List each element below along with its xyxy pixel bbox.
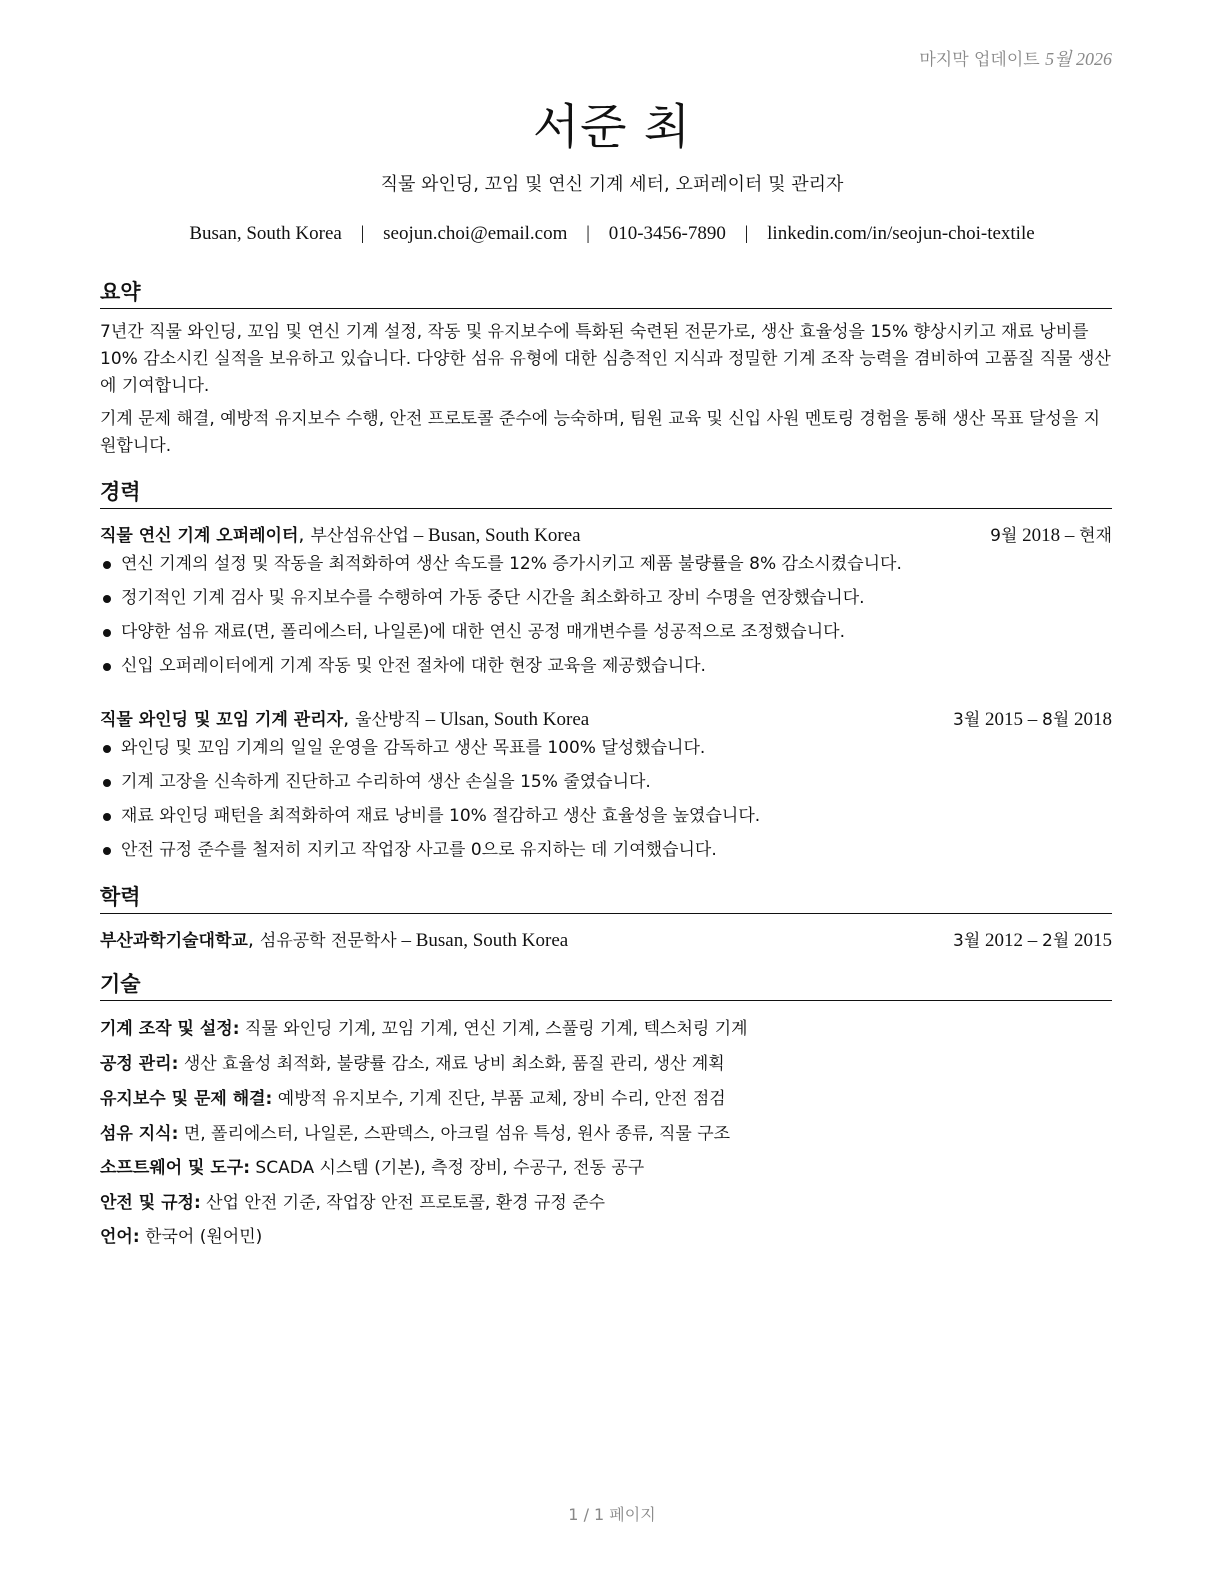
- job-header: 직물 연신 기계 오퍼레이터, 부산섬유산업 – Busan, South Korea 9월 2018 – 현재: [100, 521, 1112, 549]
- section-title-education: 학력: [100, 881, 1112, 914]
- page-number: 1 / 1 페이지: [568, 1505, 656, 1524]
- job-company: 부산섬유산업: [310, 526, 410, 546]
- skill-row: [100, 1014, 1112, 1039]
- contact-separator: |: [360, 223, 365, 244]
- summary-paragraph-1: 7년간 직물 와인딩, 꼬임 및 연신 기계 설정, 작동 및 유지보수에 특화된 숙련된 전문가로, 생산 효율성을 15% 향상시키고 재료 낭비를 10% 감소시킨 실적을 보유하고 있습니다. 다양한 섬유 유형에 대한 심층적인 지식과 정밀한 기계 조작 능력을 겸비하여 고품질 직물 생산에 기여합니다.: [100, 322, 1111, 396]
- skill-label: 공정 관리:: [100, 1054, 179, 1074]
- skill-label: 기계 조작 및 설정:: [100, 1019, 240, 1039]
- section-title-experience: 경력: [100, 476, 1112, 509]
- skill-label: 소프트웨어 및 도구:: [100, 1158, 251, 1178]
- skill-row: [100, 1049, 1112, 1074]
- education-dates: 3월 2012 – 2월 2015: [953, 930, 1112, 951]
- contact-location: Busan, South Korea: [189, 223, 342, 244]
- job-bullet: 다양한 섬유 재료(면, 폴리에스터, 나일론)에 대한 연신 공정 매개변수를 성공적으로 조정했습니다.: [100, 619, 1112, 653]
- last-updated-prefix: 마지막 업데이트: [919, 50, 1040, 70]
- contact-separator: |: [586, 223, 590, 244]
- job-bullet-list: [100, 551, 1112, 687]
- skill-label: 섬유 지식:: [100, 1124, 179, 1144]
- job-location: Ulsan, South Korea: [439, 709, 590, 730]
- summary-paragraph-2: 기계 문제 해결, 예방적 유지보수 수행, 안전 프로토콜 준수에 능숙하며, 팀원 교육 및 신입 사원 멘토링 경험을 통해 생산 목표 달성을 지원합니다.: [100, 409, 1101, 456]
- job-title: 직물 와인딩 및 꼬임 기계 관리자: [100, 710, 344, 730]
- skill-label: 안전 및 규정:: [100, 1193, 201, 1213]
- skill-value: SCADA 시스템 (기본), 측정 장비, 수공구, 전동 공구: [255, 1158, 645, 1178]
- skill-row: [100, 1084, 1112, 1109]
- job-company: 울산방직: [355, 710, 421, 730]
- skill-value: 직물 와인딩 기계, 꼬임 기계, 연신 기계, 스풀링 기계, 텍스처링 기계: [244, 1019, 748, 1039]
- skill-row: [100, 1153, 1112, 1178]
- job-bullet: 기계 고장을 신속하게 진단하고 수리하여 생산 손실을 15% 줄였습니다.: [100, 769, 1112, 803]
- last-updated: [919, 45, 1112, 71]
- contact-email[interactable]: seojun.choi@email.com: [383, 223, 568, 244]
- contact-phone[interactable]: 010-3456-7890: [608, 223, 726, 244]
- skill-label: 유지보수 및 문제 해결:: [100, 1089, 273, 1109]
- contact-linkedin[interactable]: linkedin.com/in/seojun-choi-textile: [767, 223, 1035, 244]
- skill-value: 생산 효율성 최적화, 불량률 감소, 재료 낭비 최소화, 품질 관리, 생산 계획: [183, 1054, 725, 1074]
- contact-separator: |: [744, 223, 749, 244]
- job-dates: 9월 2018 – 현재: [990, 525, 1112, 546]
- skill-row: [100, 1222, 1112, 1247]
- job-location: Busan, South Korea: [428, 525, 581, 546]
- skill-value: 면, 폴리에스터, 나일론, 스판덱스, 아크릴 섬유 특성, 원사 종류, 직물 구조: [183, 1124, 731, 1144]
- last-updated-month: 5월 2026: [1045, 49, 1112, 69]
- job-bullet: 연신 기계의 설정 및 작동을 최적화하여 생산 속도를 12% 증가시키고 제품 불량률을 8% 감소시켰습니다.: [100, 551, 1112, 585]
- job-bullet: 안전 규정 준수를 철저히 지키고 작업장 사고를 0으로 유지하는 데 기여했습니다.: [100, 837, 1112, 871]
- school-name: 부산과학기술대학교: [100, 931, 248, 951]
- job-dates: 3월 2015 – 8월 2018: [953, 709, 1112, 730]
- contact-line: [0, 223, 1224, 245]
- skill-value: 산업 안전 기준, 작업장 안전 프로토콜, 환경 규정 준수: [206, 1193, 606, 1213]
- job-bullet-list: [100, 735, 1112, 871]
- skill-row: [100, 1119, 1112, 1144]
- candidate-name: 서준 최: [532, 99, 692, 155]
- job-bullet: 와인딩 및 꼬임 기계의 일일 운영을 감독하고 생산 목표를 100% 달성했습니다.: [100, 735, 1112, 769]
- job-header: 직물 와인딩 및 꼬임 기계 관리자, 울산방직 – Ulsan, South Korea 3월 2015 – 8월 2018: [100, 705, 1112, 733]
- job-bullet: 재료 와인딩 패턴을 최적화하여 재료 낭비를 10% 절감하고 생산 효율성을 높였습니다.: [100, 803, 1112, 837]
- skill-value: 예방적 유지보수, 기계 진단, 부품 교체, 장비 수리, 안전 점검: [277, 1089, 726, 1109]
- candidate-tagline: 직물 와인딩, 꼬임 및 연신 기계 세터, 오퍼레이터 및 관리자: [380, 174, 844, 195]
- job-title: 직물 연신 기계 오퍼레이터: [100, 526, 299, 546]
- skill-row: [100, 1188, 1112, 1213]
- section-title-summary: 요약: [100, 276, 1112, 309]
- section-title-skills: 기술: [100, 968, 1112, 1001]
- skill-label: 언어:: [100, 1227, 140, 1247]
- degree: 섬유공학 전문학사: [259, 931, 397, 951]
- job-bullet: 신입 오퍼레이터에게 기계 작동 및 안전 절차에 대한 현장 교육을 제공했습니다.: [100, 653, 1112, 687]
- skill-value: 한국어 (원어민): [145, 1227, 263, 1247]
- education-entry: 부산과학기술대학교, 섬유공학 전문학사 – Busan, South Korea 3월 2012 – 2월 2015: [100, 926, 1112, 954]
- school-location: Busan, South Korea: [415, 930, 569, 951]
- job-bullet: 정기적인 기계 검사 및 유지보수를 수행하여 가동 중단 시간을 최소화하고 장비 수명을 연장했습니다.: [100, 585, 1112, 619]
